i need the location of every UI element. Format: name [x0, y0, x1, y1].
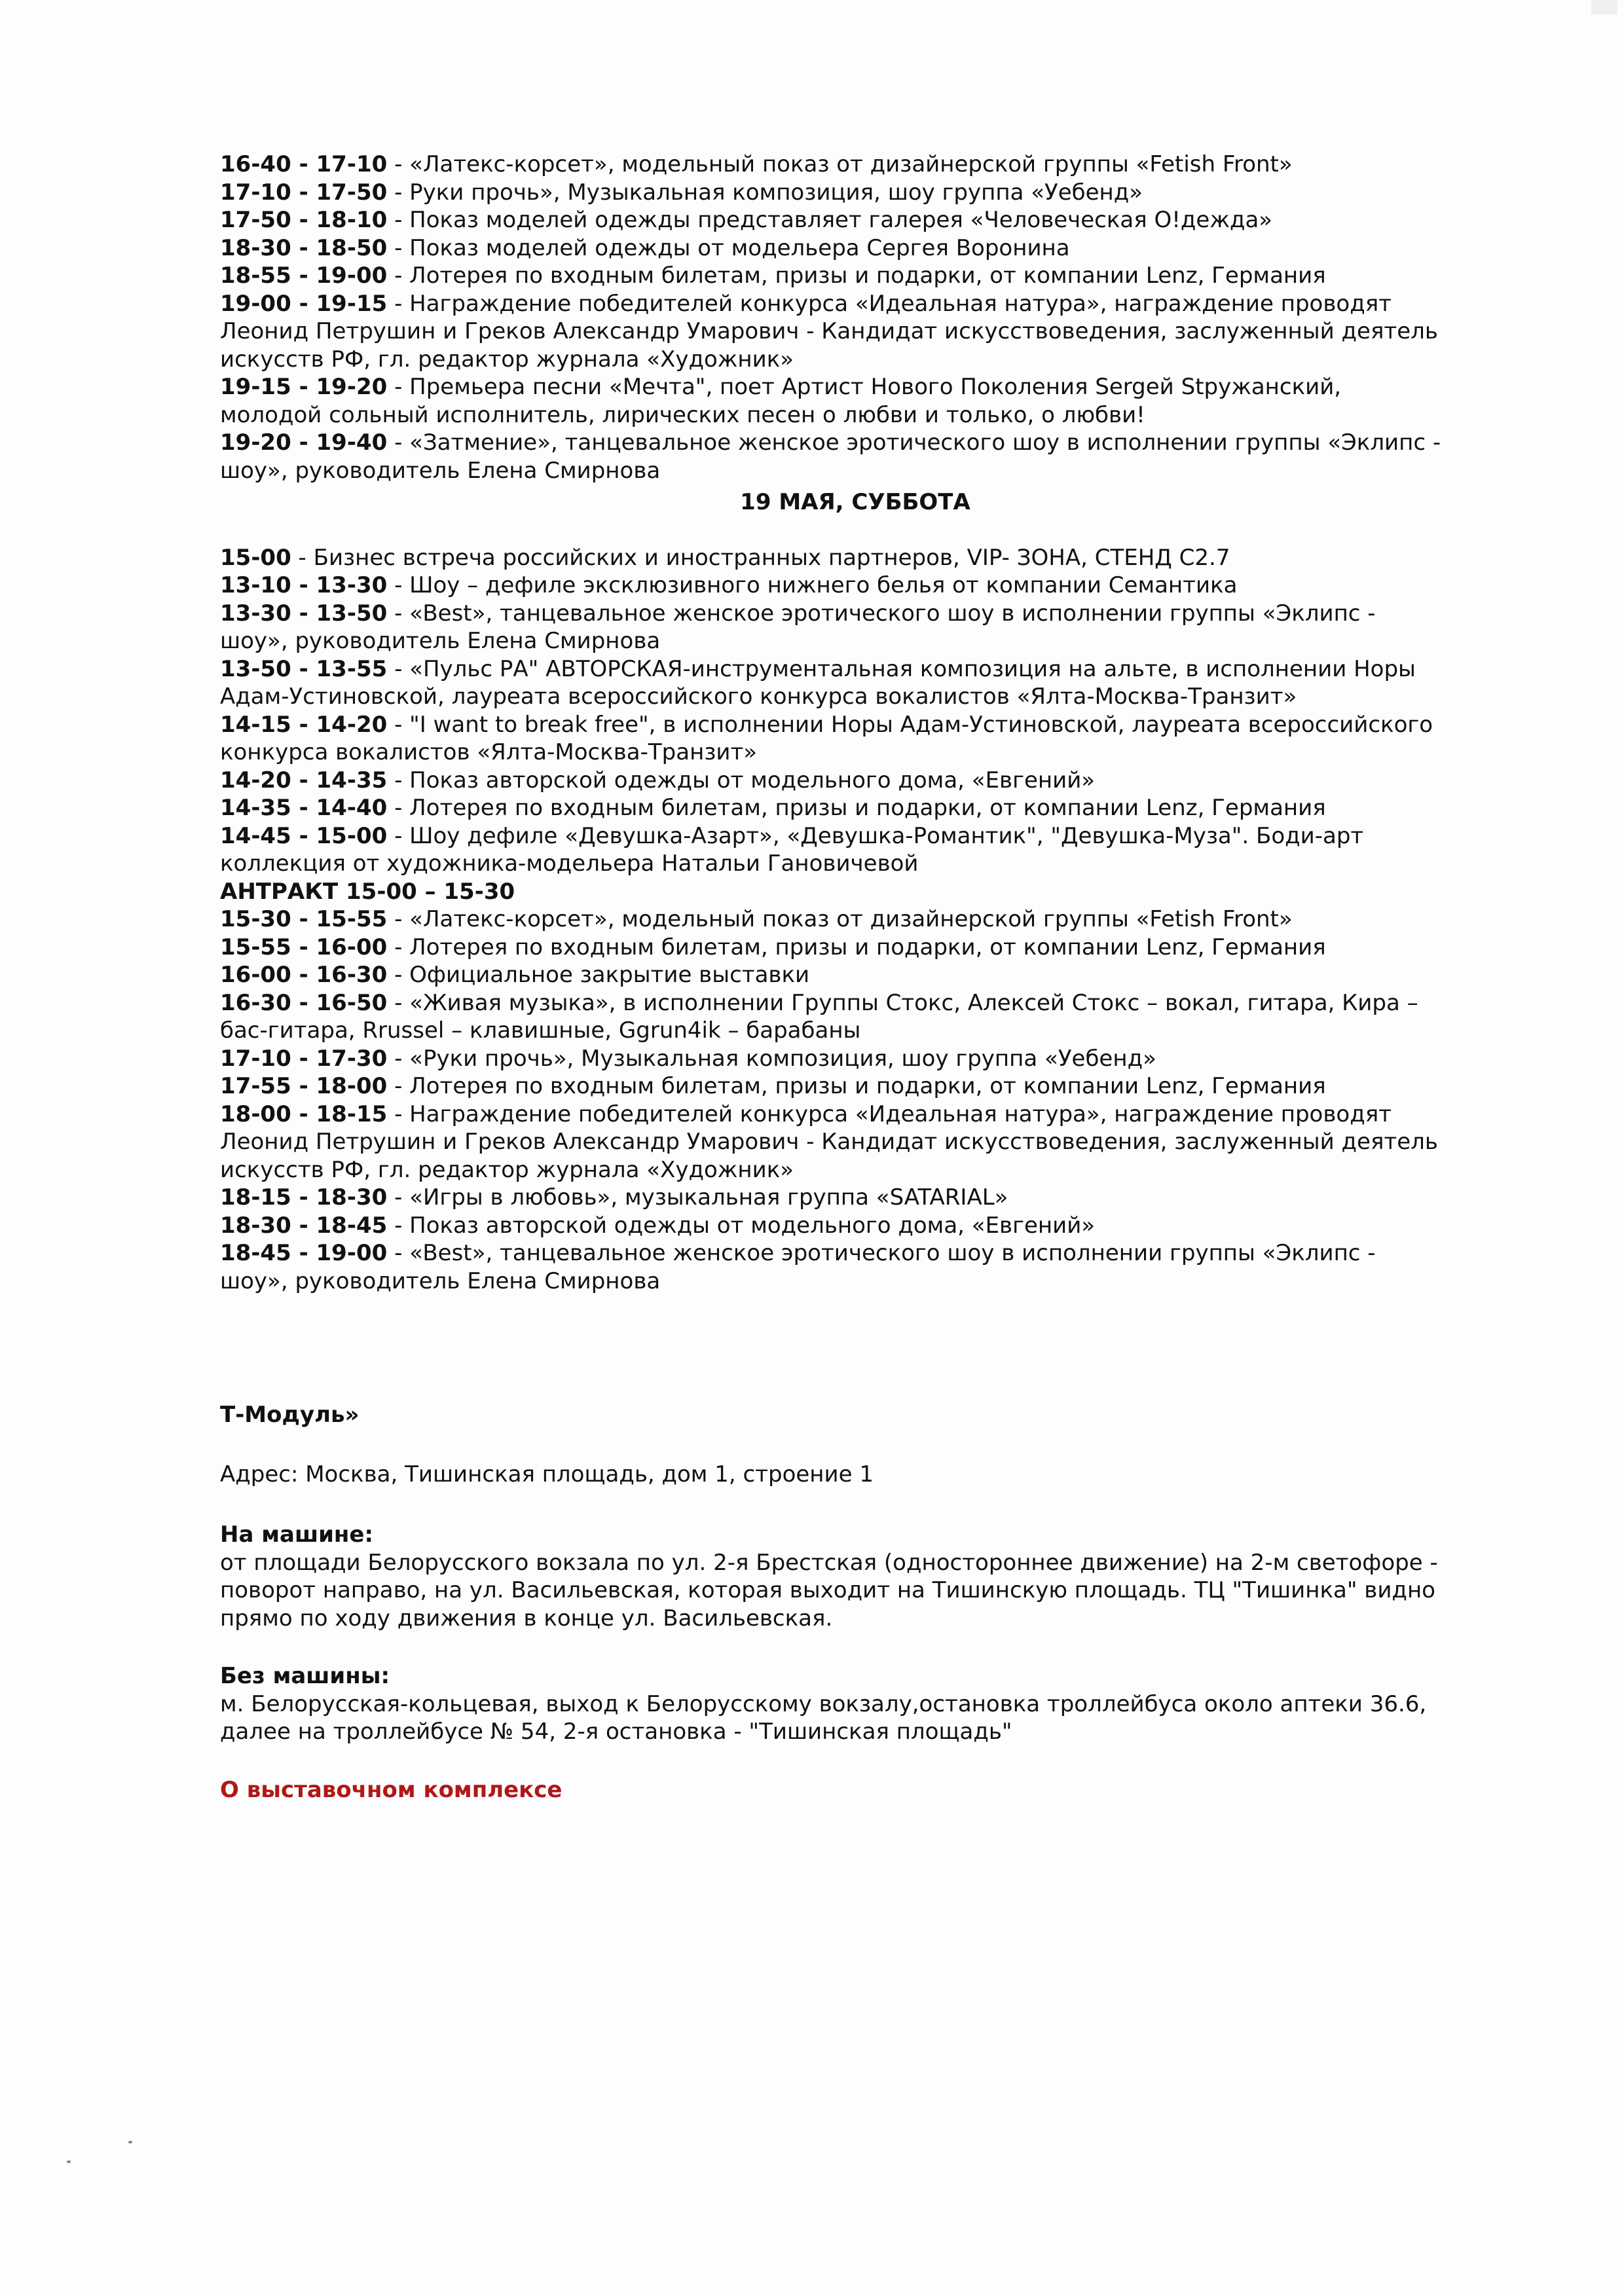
schedule-line	[220, 878, 1490, 906]
schedule-line	[220, 1267, 1490, 1296]
schedule-line	[220, 206, 1490, 234]
no-car-line: м. Белорусская-кольцевая, выход к Белорусскому вокзалу,остановка троллейбуса около аптеки 36.6,	[220, 1690, 1427, 1717]
by-car-line: прямо по ходу движения в конце ул. Васильевская.	[220, 1605, 833, 1631]
schedule-description: шоу», руководитель Елена Смирнова	[220, 1267, 661, 1294]
schedule-description: конкурса вокалистов «Ялта-Москва-Транзит»	[220, 739, 758, 765]
no-car-line: далее на троллейбусе № 54, 2-я остановка - "Тишинская площадь"	[220, 1719, 1012, 1745]
schedule-time: 16-00 - 16-30	[220, 962, 388, 988]
schedule-line	[220, 346, 1490, 374]
schedule-line	[220, 429, 1490, 457]
schedule-description: Леонид Петрушин и Греков Александр Умарович - Кандидат искусствоведения, заслуженный деятель	[220, 318, 1438, 344]
schedule-description: искусств РФ, гл. редактор журнала «Художник»	[220, 1156, 794, 1183]
schedule-line	[220, 401, 1490, 429]
schedule-time: 17-10 - 17-30	[220, 1045, 388, 1072]
no-car-section	[220, 1662, 1490, 1746]
by-car-line: от площади Белорусского вокзала по ул. 2-я Брестская (одностороннее движение) на 2-м светофоре -	[220, 1549, 1438, 1576]
schedule-line	[220, 1072, 1490, 1101]
schedule-line	[220, 989, 1490, 1017]
schedule-line	[220, 905, 1490, 934]
schedule-description: бас-гитара, Rrussel – клавишные, Ggrun4ik – барабаны	[220, 1017, 861, 1044]
schedule-description: - Бизнес встреча российских и иностранных партнеров, VIP- ЗОНА, СТЕНД С2.7	[291, 544, 1230, 571]
schedule-time: 18-00 - 18-15	[220, 1101, 388, 1127]
schedule-line	[220, 1184, 1490, 1212]
schedule-description: - Лотерея по входным билетам, призы и подарки, от компании Lenz, Германия	[387, 795, 1326, 821]
schedule-line	[220, 373, 1490, 401]
schedule-time: 18-55 - 19-00	[220, 263, 388, 289]
schedule-description: - Лотерея по входным билетам, призы и подарки, от компании Lenz, Германия	[387, 263, 1326, 289]
schedule-line	[220, 794, 1490, 822]
schedule-description: - «Игры в любовь», музыкальная группа «SATARIAL»	[387, 1184, 1008, 1211]
program-schedule	[220, 151, 1490, 1295]
schedule-time: 14-15 - 14-20	[220, 711, 388, 738]
schedule-description: - Лотерея по входным билетам, призы и подарки, от компании Lenz, Германия	[387, 934, 1326, 960]
schedule-time: 14-20 - 14-35	[220, 767, 388, 793]
schedule-time: 18-30 - 18-50	[220, 234, 388, 261]
schedule-description: молодой сольный исполнитель, лирических песен о любви и только, о любви!	[220, 401, 1145, 428]
schedule-line	[220, 1017, 1490, 1045]
schedule-line	[220, 262, 1490, 290]
about-venue-link[interactable]: О выставочном комплексе	[220, 1776, 563, 1803]
schedule-description: - Показ моделей одежды от модельера Сергея Воронина	[387, 234, 1070, 261]
schedule-time: 15-55 - 16-00	[220, 934, 388, 960]
schedule-description: - Руки прочь», Музыкальная композиция, шоу группа «Уебенд»	[387, 179, 1143, 206]
schedule-line	[220, 1212, 1490, 1240]
schedule-description: - «Best», танцевальное женское эротического шоу в исполнении группы «Эклипс -	[387, 1240, 1376, 1266]
schedule-time: 14-35 - 14-40	[220, 795, 388, 821]
no-car-title: Без машины:	[220, 1663, 390, 1689]
schedule-line	[220, 234, 1490, 263]
schedule-description: - Шоу дефиле «Девушка-Азарт», «Девушка-Романтик", "Девушка-Муза". Боди-арт	[387, 822, 1364, 849]
schedule-time: 19-15 - 19-20	[220, 374, 388, 400]
schedule-line	[220, 179, 1490, 207]
schedule-line	[220, 1156, 1490, 1184]
schedule-time: 17-50 - 18-10	[220, 207, 388, 233]
schedule-time: 19-00 - 19-15	[220, 290, 388, 317]
schedule-description: - «Живая музыка», в исполнении Группы Стокс, Алексей Стокс – вокал, гитара, Кира –	[387, 989, 1418, 1016]
scan-speck	[128, 2141, 132, 2143]
schedule-description: коллекция от художника-модельера Натальи Гановичевой	[220, 850, 919, 877]
schedule-time: АНТРАКТ 15-00 – 15-30	[220, 878, 515, 905]
schedule-description: - «Best», танцевальное женское эротического шоу в исполнении группы «Эклипс -	[387, 600, 1376, 627]
schedule-line	[220, 961, 1490, 989]
schedule-description: - Лотерея по входным билетам, призы и подарки, от компании Lenz, Германия	[387, 1073, 1326, 1099]
schedule-description: - «Руки прочь», Музыкальная композиция, шоу группа «Уебенд»	[387, 1045, 1156, 1072]
schedule-line	[220, 544, 1490, 572]
schedule-line	[220, 655, 1490, 683]
schedule-line	[220, 290, 1490, 318]
schedule-description: - "I want to break free", в исполнении Норы Адам-Устиновской, лауреата всероссийского	[387, 711, 1433, 738]
schedule-description: - «Латекс-корсет», модельный показ от дизайнерской группы «Fetish Front»	[387, 151, 1293, 177]
schedule-description: искусств РФ, гл. редактор журнала «Художник»	[220, 346, 794, 373]
schedule-time: 13-10 - 13-30	[220, 572, 388, 598]
schedule-line	[220, 1045, 1490, 1073]
venue-address: Адрес: Москва, Тишинская площадь, дом 1, строение 1	[220, 1461, 874, 1487]
schedule-time: 13-50 - 13-55	[220, 655, 388, 682]
schedule-description: - Награждение победителей конкурса «Идеальная натура», награждение проводят	[387, 1101, 1392, 1127]
schedule-line	[220, 683, 1490, 711]
scan-edge-mark	[1591, 0, 1617, 14]
schedule-time: 18-45 - 19-00	[220, 1240, 388, 1266]
by-car-title: На машине:	[220, 1522, 374, 1548]
schedule-line	[220, 1128, 1490, 1156]
schedule-line	[220, 1239, 1490, 1267]
schedule-line	[220, 457, 1490, 485]
schedule-description: Леонид Петрушин и Греков Александр Умарович - Кандидат искусствоведения, заслуженный деятель	[220, 1129, 1438, 1155]
schedule-line	[220, 934, 1490, 962]
schedule-line	[220, 151, 1490, 179]
schedule-description: - Награждение победителей конкурса «Идеальная натура», награждение проводят	[387, 290, 1392, 317]
venue-info	[220, 1401, 1490, 1804]
schedule-time: 18-30 - 18-45	[220, 1212, 388, 1239]
venue-title: Т-Модуль»	[220, 1402, 360, 1428]
schedule-day-two	[220, 544, 1490, 1296]
schedule-time: 13-30 - 13-50	[220, 600, 388, 627]
by-car-section	[220, 1521, 1490, 1632]
schedule-description: - «Пульс РА" АВТОРСКАЯ-инструментальная композиция на альте, в исполнении Норы	[387, 655, 1416, 682]
schedule-line	[220, 767, 1490, 795]
schedule-line	[220, 822, 1490, 850]
schedule-line	[220, 1101, 1490, 1129]
schedule-time: 16-40 - 17-10	[220, 151, 388, 177]
schedule-line	[220, 738, 1490, 767]
schedule-description: - Показ авторской одежды от модельного дома, «Евгений»	[387, 767, 1096, 793]
schedule-time: 18-15 - 18-30	[220, 1184, 388, 1211]
schedule-description: шоу», руководитель Елена Смирнова	[220, 628, 661, 654]
schedule-day-one	[220, 151, 1490, 484]
day-heading: 19 МАЯ, СУББОТА	[740, 489, 970, 515]
schedule-line	[220, 850, 1490, 878]
schedule-line	[220, 627, 1490, 655]
schedule-description: шоу», руководитель Елена Смирнова	[220, 457, 661, 484]
schedule-description: - «Латекс-корсет», модельный показ от дизайнерской группы «Fetish Front»	[387, 906, 1293, 932]
schedule-line	[220, 600, 1490, 628]
schedule-time: 16-30 - 16-50	[220, 989, 388, 1016]
schedule-description: - Официальное закрытие выставки	[387, 962, 810, 988]
schedule-description: - Показ авторской одежды от модельного дома, «Евгений»	[387, 1212, 1096, 1239]
schedule-line	[220, 572, 1490, 600]
schedule-description: - «Затмение», танцевальное женское эротического шоу в исполнении группы «Эклипс -	[387, 429, 1441, 456]
schedule-line	[220, 318, 1490, 346]
schedule-time: 14-45 - 15-00	[220, 822, 388, 849]
schedule-line	[220, 711, 1490, 739]
schedule-time: 15-30 - 15-55	[220, 906, 388, 932]
by-car-line: поворот направо, на ул. Васильевская, которая выходит на Тишинскую площадь. ТЦ "Тишинка" видно	[220, 1577, 1435, 1603]
schedule-description: - Шоу – дефиле эксклюзивного нижнего белья от компании Семантика	[387, 572, 1238, 598]
scan-speck	[67, 2160, 71, 2163]
schedule-description: - Премьера песни «Мечта", поет Артист Нового Поколения Sergeй Stружанский,	[387, 374, 1342, 400]
schedule-description: Адам-Устиновской, лауреата всероссийского конкурса вокалистов «Ялта-Москва-Транзит»	[220, 683, 1297, 710]
schedule-time: 19-20 - 19-40	[220, 429, 388, 456]
schedule-time: 17-55 - 18-00	[220, 1073, 388, 1099]
schedule-time: 17-10 - 17-50	[220, 179, 388, 206]
schedule-time: 15-00	[220, 544, 291, 571]
schedule-description: - Показ моделей одежды представляет галерея «Человеческая О!дежда»	[387, 207, 1273, 233]
